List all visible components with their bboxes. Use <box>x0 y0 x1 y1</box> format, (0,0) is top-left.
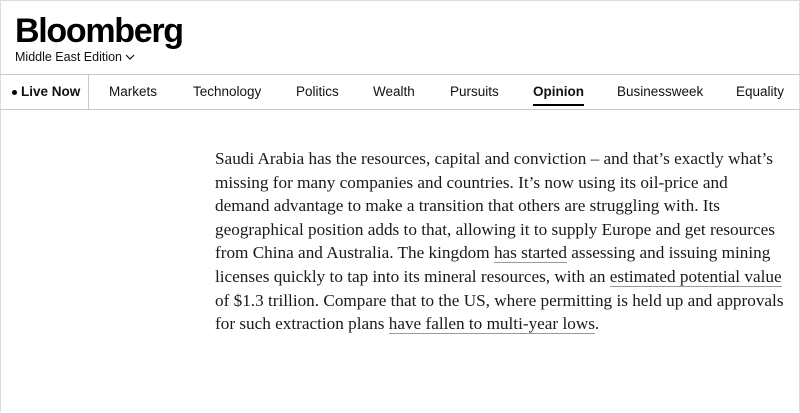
article-paragraph <box>215 147 785 336</box>
nav-item-wealth[interactable]: Wealth <box>373 84 415 99</box>
nav-item-technology[interactable]: Technology <box>193 84 262 99</box>
bloomberg-logo[interactable]: Bloomberg <box>15 12 183 50</box>
nav-item-politics[interactable]: Politics <box>296 84 339 99</box>
article-text-4: . <box>594 314 600 334</box>
article-text-3: of $1.3 trillion. Compare that to the US, where permitting is held up and approvals for such extraction plans <box>215 290 784 334</box>
link-estimated-potential-value[interactable]: estimated potential value <box>609 266 782 286</box>
masthead <box>15 14 183 64</box>
nav-item-equality[interactable]: Equality <box>736 84 785 99</box>
nav-item-markets[interactable]: Markets <box>109 84 158 99</box>
nav-item-opinion[interactable]: Opinion <box>533 75 584 109</box>
article-text-2: assessing and issuing mining licenses quickly to tap into its mineral resources, with an <box>215 243 771 286</box>
main-nav <box>0 74 800 110</box>
nav-live-label: Live Now <box>21 84 81 99</box>
chevron-down-icon <box>125 54 135 61</box>
link-has-started[interactable]: has started <box>493 243 567 263</box>
nav-item-businessweek[interactable]: Businessweek <box>617 84 704 99</box>
nav-live-now[interactable] <box>0 75 89 109</box>
nav-item-pursuits[interactable]: Pursuits <box>450 84 499 99</box>
link-multi-year-lows[interactable]: have fallen to multi-year lows <box>388 314 595 334</box>
article-text-1: Saudi Arabia has the resources, capital and conviction – and that’s exactly what’s missing for many companies and countries. It’s now using its oil-price and demand advantage to make a transition that others are struggling with. Its geographical position adds to that, allowing it to supply Europe and get resources from China and Australia. The kingdom <box>215 149 775 263</box>
edition-selector[interactable] <box>15 50 183 64</box>
live-dot-icon <box>12 90 17 95</box>
edition-label: Middle East Edition <box>15 50 123 64</box>
